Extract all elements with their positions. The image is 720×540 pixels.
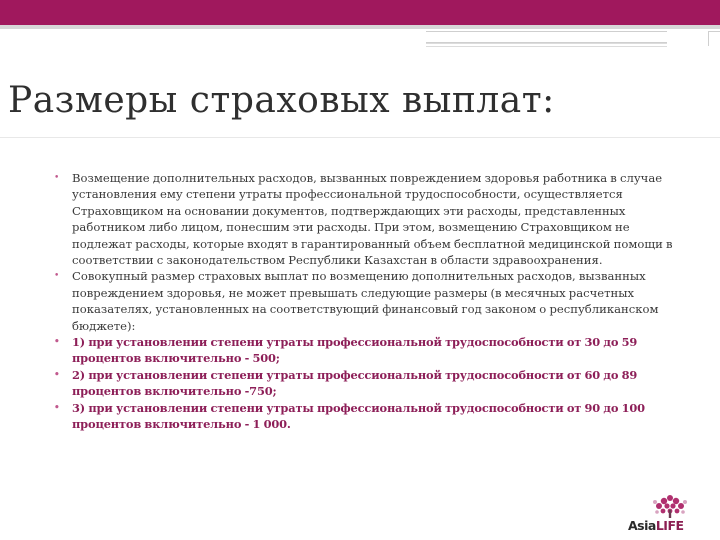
decorative-lines <box>426 43 667 49</box>
bullet-text: Совокупный размер страховых выплат по возмещению дополнительных расходов, вызванных повреждением здоровья, не может превышать следующие размеры (в месячных расчетных показателях, установленных на соответствующий финансовый год законом о республиканском бюджете): <box>72 269 659 333</box>
bullet-item <box>54 170 686 268</box>
bullet-marker: • <box>54 173 60 183</box>
logo-word-main: Asia <box>628 518 656 533</box>
bullet-marker: • <box>54 271 60 282</box>
bullet-text: 1) при установлении степени утраты профессиональной трудоспособности от 30 до 59 процентов включительно - 500; <box>72 335 638 366</box>
bullet-item-emphasis <box>54 400 686 433</box>
logo-word-accent: LIFE <box>655 518 684 533</box>
decorative-tab-strip <box>426 31 667 43</box>
bullet-marker: • <box>54 402 60 413</box>
bullet-text: 3) при установлении степени утраты профессиональной трудоспособности от 90 до 100 процентов включительно - 1 000. <box>72 400 645 432</box>
bullet-item-emphasis <box>54 367 686 400</box>
bullet-item <box>54 268 686 334</box>
slide-title: Размеры страховых выплат: <box>8 80 555 121</box>
bullet-text: Возмещение дополнительных расходов, вызванных повреждением здоровья работника в случае установления ему степени утраты профессиональной трудоспособности, осуществляется Страховщиком на основании документов, подтверждающих эти расходы, представленных работником либо лицом, понесшим эти расходы. При этом, возмещению Страховщиком не подлежат расходы, которые входят в гарантированный объем бесплатной медицинской помощи в соответствии с законодательством Республики Казахстан в области здравоохранения. <box>72 171 673 268</box>
bullet-marker: • <box>54 369 60 380</box>
bullet-text: 2) при установлении степени утраты профессиональной трудоспособности от 60 до 89 процентов включительно -750; <box>72 367 638 399</box>
bullet-list <box>54 170 686 433</box>
decorative-corner <box>708 31 720 46</box>
company-logo-text <box>628 518 684 533</box>
top-color-band <box>0 0 720 25</box>
bullet-marker: • <box>54 337 60 348</box>
title-divider <box>0 137 720 138</box>
top-band-shadow <box>0 25 720 29</box>
bullet-item-emphasis <box>54 334 686 367</box>
